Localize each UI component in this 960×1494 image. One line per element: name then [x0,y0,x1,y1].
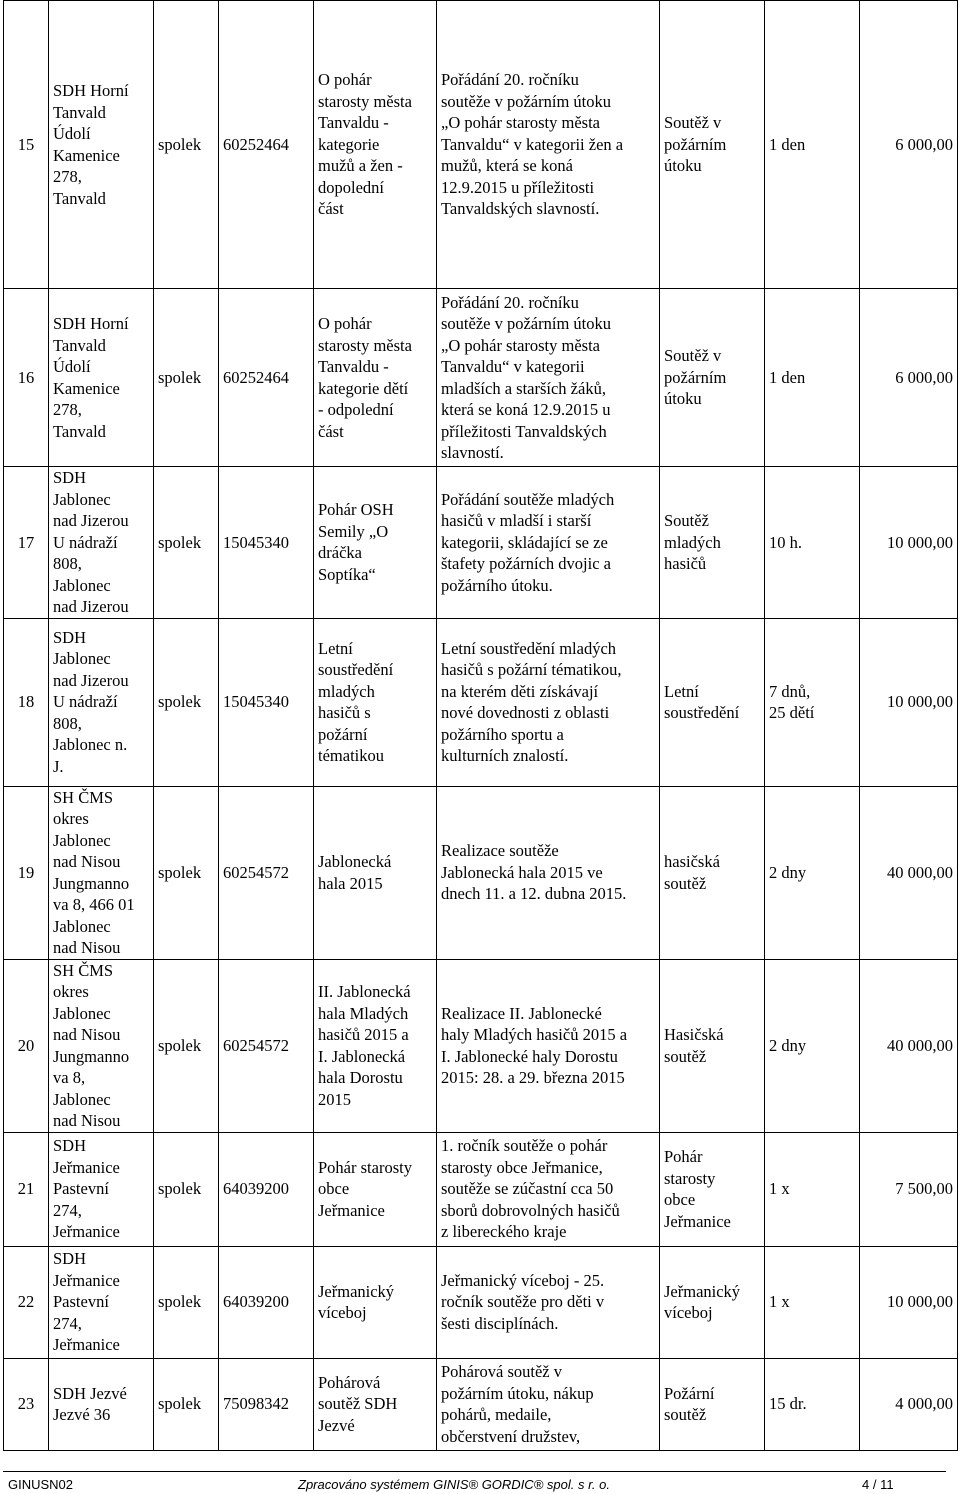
footer-code: GINUSN02 [8,1477,74,1492]
category-cell: Soutěž mladých hasičů [660,467,765,619]
org-type-cell: spolek [154,1358,219,1450]
table-body [4,1,958,1451]
ico-cell: 64039200 [219,1246,314,1358]
category-cell: Soutěž v požárním útoku [660,1,765,289]
description-cell: Pořádání soutěže mladých hasičů v mladší i starší kategorii, skládající se ze štafety požárních dvojic a požárního útoku. [437,467,660,619]
duration-cell: 10 h. [765,467,860,619]
project-cell: Letní soustředění mladých hasičů s požární tématikou [314,618,437,786]
description-cell: Pořádání 20. ročníku soutěže v požárním útoku „O pohár starosty města Tanvaldu“ v kategorii mladších a starších žáků, která se koná 12.9.2015 u příležitosti Tanvaldských slavností. [437,289,660,467]
table-row [4,1,958,289]
row-number: 22 [4,1246,49,1358]
project-cell: Pohár OSH Semily „O dráčka Soptíka“ [314,467,437,619]
amount-cell: 6 000,00 [860,1,958,289]
amount-cell: 4 000,00 [860,1358,958,1450]
duration-cell: 1 x [765,1246,860,1358]
applicant-cell: SDH Jablonec nad Jizerou U nádraží 808, Jablonec nad Jizerou [49,467,154,619]
category-cell: Soutěž v požárním útoku [660,289,765,467]
org-type-cell: spolek [154,1,219,289]
duration-cell: 1 den [765,1,860,289]
org-type-cell: spolek [154,467,219,619]
applicant-cell: SDH Horní Tanvald Údolí Kamenice 278, Tanvald [49,289,154,467]
row-number: 17 [4,467,49,619]
org-type-cell: spolek [154,618,219,786]
category-cell: hasičská soutěž [660,786,765,959]
table-row [4,618,958,786]
table-row [4,289,958,467]
applicant-cell: SDH Jeřmanice Pastevní 274, Jeřmanice [49,1246,154,1358]
ico-cell: 60252464 [219,1,314,289]
org-type-cell: spolek [154,786,219,959]
description-cell: Jeřmanický víceboj - 25. ročník soutěže pro děti v šesti disciplínách. [437,1246,660,1358]
table-row [4,959,958,1132]
org-type-cell: spolek [154,1132,219,1246]
description-cell: Pohárová soutěž v požárním útoku, nákup pohárů, medaile, občerstvení družstev, [437,1358,660,1450]
grant-table [3,0,958,1451]
description-cell: Realizace soutěže Jablonecká hala 2015 ve dnech 11. a 12. dubna 2015. [437,786,660,959]
duration-cell: 7 dnů, 25 dětí [765,618,860,786]
applicant-cell: SDH Jablonec nad Jizerou U nádraží 808, Jablonec n. J. [49,618,154,786]
project-cell: Jablonecká hala 2015 [314,786,437,959]
ico-cell: 15045340 [219,618,314,786]
project-cell: Jeřmanický víceboj [314,1246,437,1358]
duration-cell: 2 dny [765,959,860,1132]
amount-cell: 10 000,00 [860,618,958,786]
org-type-cell: spolek [154,1246,219,1358]
row-number: 16 [4,289,49,467]
row-number: 23 [4,1358,49,1450]
ico-cell: 75098342 [219,1358,314,1450]
category-cell: Pohár starosty obce Jeřmanice [660,1132,765,1246]
category-cell: Jeřmanický víceboj [660,1246,765,1358]
org-type-cell: spolek [154,289,219,467]
project-cell: II. Jablonecká hala Mladých hasičů 2015 a I. Jablonecká hala Dorostu 2015 [314,959,437,1132]
table-row [4,467,958,619]
description-cell: 1. ročník soutěže o pohár starosty obce Jeřmanice, soutěže se zúčastní cca 50 sborů dobrovolných hasičů z libereckého kraje [437,1132,660,1246]
category-cell: Požární soutěž [660,1358,765,1450]
description-cell: Letní soustředění mladých hasičů s požární tématikou, na kterém děti získávají nové dovednosti z oblasti požárního sportu a kulturních znalostí. [437,618,660,786]
footer-page-number: 4 / 11 [862,1477,894,1492]
footer-generator: Zpracováno systémem GINIS® GORDIC® spol. s r. o. [298,1477,610,1492]
amount-cell: 10 000,00 [860,1246,958,1358]
applicant-cell: SDH Jezvé Jezvé 36 [49,1358,154,1450]
row-number: 15 [4,1,49,289]
ico-cell: 60254572 [219,959,314,1132]
amount-cell: 10 000,00 [860,467,958,619]
org-type-cell: spolek [154,959,219,1132]
project-cell: Pohár starosty obce Jeřmanice [314,1132,437,1246]
ico-cell: 64039200 [219,1132,314,1246]
row-number: 18 [4,618,49,786]
table-row [4,1358,958,1450]
row-number: 19 [4,786,49,959]
duration-cell: 2 dny [765,786,860,959]
duration-cell: 15 dr. [765,1358,860,1450]
project-cell: O pohár starosty města Tanvaldu - kategorie dětí - odpolední část [314,289,437,467]
row-number: 21 [4,1132,49,1246]
category-cell: Hasičská soutěž [660,959,765,1132]
category-cell: Letní soustředění [660,618,765,786]
description-cell: Realizace II. Jablonecké haly Mladých hasičů 2015 a I. Jablonecké haly Dorostu 2015: 28. a 29. března 2015 [437,959,660,1132]
amount-cell: 7 500,00 [860,1132,958,1246]
description-cell: Pořádání 20. ročníku soutěže v požárním útoku „O pohár starosty města Tanvaldu“ v kategorii žen a mužů, která se koná 12.9.2015 u příležitosti Tanvaldských slavností. [437,1,660,289]
applicant-cell: SDH Jeřmanice Pastevní 274, Jeřmanice [49,1132,154,1246]
applicant-cell: SDH Horní Tanvald Údolí Kamenice 278, Tanvald [49,1,154,289]
duration-cell: 1 den [765,289,860,467]
project-cell: Pohárová soutěž SDH Jezvé [314,1358,437,1450]
applicant-cell: SH ČMS okres Jablonec nad Nisou Jungmanno va 8, 466 01 Jablonec nad Nisou [49,786,154,959]
applicant-cell: SH ČMS okres Jablonec nad Nisou Jungmanno va 8, Jablonec nad Nisou [49,959,154,1132]
table-row [4,1246,958,1358]
footer-rule [3,1471,946,1472]
table-row [4,1132,958,1246]
project-cell: O pohár starosty města Tanvaldu - kategorie mužů a žen - dopolední část [314,1,437,289]
duration-cell: 1 x [765,1132,860,1246]
amount-cell: 40 000,00 [860,786,958,959]
row-number: 20 [4,959,49,1132]
table-row [4,786,958,959]
amount-cell: 6 000,00 [860,289,958,467]
ico-cell: 60252464 [219,289,314,467]
ico-cell: 60254572 [219,786,314,959]
ico-cell: 15045340 [219,467,314,619]
amount-cell: 40 000,00 [860,959,958,1132]
